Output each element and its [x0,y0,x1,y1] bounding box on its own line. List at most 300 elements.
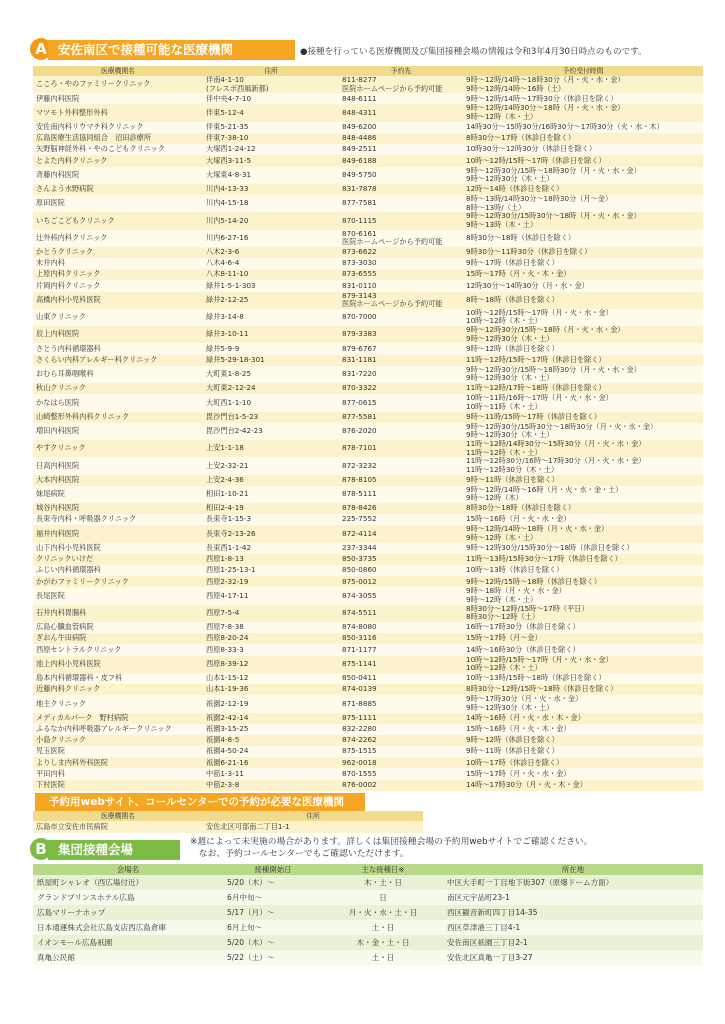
clinic-address: 上安1-1-18 [203,440,339,457]
clinic-reservation: 870-7000 [339,309,463,326]
table-row [33,746,703,757]
table-row [33,292,703,309]
clinic-hours: 9時〜12時30分/15時30分〜18時（月・火・水・金） 9時〜13時（木・土） [463,212,703,229]
clinic-name: 安佐南内科リウマチ科クリニック [33,122,203,133]
clinic-address: 伴東5-12-4 [203,104,339,121]
web-col-header-address: 住所 [203,811,423,821]
clinic-hours: 14時〜16時（月・火・水・木・金） [463,713,703,724]
clinic-reservation: 877-5581 [339,412,463,423]
clinic-reservation: 850-3116 [339,633,463,644]
clinic-hours: 15時〜16時（月・火・木・金） [463,724,703,735]
section-a-note: ●接種を行っている医療機関及び集団接種会場の情報は令和3年4月30日時点のものです。 [300,47,647,57]
clinic-hours: 9時〜12時/14時〜18時（月・火・水・金） 9時〜12時（木・土） [463,525,703,542]
clinic-hours: 9時〜12時30分/15時30分〜18時30分（月・火・水・金） 9時〜12時30分（木・土） [463,423,703,440]
clinic-name: こころ・やのファミリークリニック [33,76,203,93]
clinic-reservation: 811-8277 医院ホームページから予約可能 [339,76,463,93]
venue-start-date: 5/20（木）〜 [223,875,323,890]
clinic-hours: 16時〜17時30分（休診日を除く） [463,622,703,633]
clinic-reservation: 831-0110 [339,280,463,291]
clinic-address: 緑井1-5-1-303 [203,280,339,291]
table-row [33,475,703,486]
clinic-hours: 9時〜17時（休診日を除く） [463,258,703,269]
clinic-hours: 10時〜13時/15時〜18時（休診日を除く） [463,673,703,684]
clinic-address: 西原8-33-3 [203,644,339,655]
clinic-address: 緑井2-12-25 [203,292,339,309]
venue-address: 安佐北区真亀一丁目3-27 [443,950,703,965]
clinic-reservation: 849-2511 [339,144,463,155]
clinic-address: 毘沙門台1-5-23 [203,412,339,423]
clinic-name: 石井内科胃腸科 [33,605,203,622]
table-row [33,309,703,326]
clinic-reservation: 874-5511 [339,605,463,622]
clinic-name: 妹尾病院 [33,486,203,503]
clinic-hours: 9時〜18時（月・火・水・金） 9時〜12時（木・土） [463,587,703,604]
table-row [33,565,703,576]
clinic-name: さくらい内科アレルギー科クリニック [33,355,203,366]
clinic-hours: 9時〜12時（休診日を除く） [463,735,703,746]
table-row [33,950,703,965]
venue-table-header [33,864,703,875]
clinic-name: 近藤内科クリニック [33,684,203,695]
clinic-address: 西原4-17-11 [203,587,339,604]
clinic-hours: 8時30分〜18時（休診日を除く） [463,503,703,514]
clinic-hours: 15時〜16時（月・火・水・金） [463,514,703,525]
clinic-hours: 10時〜12時/15時〜17時（月・火・水・金） 10時〜12時（木・土） [463,656,703,673]
clinic-hours: 9時〜12時/14時〜16時（月・火・水・金・土） 9時〜12時（木） [463,486,703,503]
clinic-name: 広島医療生活協同組合 沼田診療所 [33,133,203,144]
clinic-reservation: 878-8105 [339,475,463,486]
venue-days: 木・土・日 [323,875,443,890]
table-row [33,355,703,366]
clinic-name: クリニックいけだ [33,554,203,565]
table-row [33,684,703,695]
clinic-name: 斉藤内科医院 [33,167,203,184]
clinic-name: 片岡内科クリニック [33,280,203,291]
clinic-reservation: 870-3322 [339,383,463,394]
clinic-reservation: 831-7220 [339,366,463,383]
clinic-reservation: 831-1181 [339,355,463,366]
table-row [33,605,703,622]
table-row [33,412,703,423]
clinic-address: 大塚西1-24-12 [203,144,339,155]
clinic-hours: 9時〜12時/15時〜18時（休診日を除く） [463,576,703,587]
clinic-address: 伴中央4-7-10 [203,93,339,104]
table-row [33,890,703,905]
clinic-address: 緑井5-9-9 [203,343,339,354]
clinic-name: ぎおん牛田病院 [33,633,203,644]
clinic-hours: 15時〜17時（月〜金） [463,633,703,644]
clinic-address: 祇園4-8-5 [203,735,339,746]
clinic-address: 山本1-19-36 [203,684,339,695]
clinic-hours: 12時30分〜14時30分（月・水・金） [463,280,703,291]
clinic-reservation: 849-6200 [339,122,463,133]
clinic-name: 末井内科 [33,258,203,269]
table-row [33,343,703,354]
web-clinic-table [33,811,423,833]
table-row [33,122,703,133]
clinic-reservation: 872-3232 [339,457,463,474]
venue-name: 広島マリーナホップ [33,905,223,920]
venue-address: 中区大手町一丁目地下街307（原爆ドーム方面） [443,875,703,890]
clinic-address: 八木2-3-6 [203,247,339,258]
venue-name: 紙屋町シャレオ（西広場付近） [33,875,223,890]
venue-days: 土・日 [323,920,443,935]
clinic-address: 西原7-5-4 [203,605,339,622]
section-a-badge: A [30,38,52,60]
clinic-hours: 9時30分〜11時30分（休診日を除く） [463,247,703,258]
table-row [33,633,703,644]
clinic-address: 伴東5-21-35 [203,122,339,133]
clinic-name: 秋山クリニック [33,383,203,394]
table-row [33,780,703,791]
clinic-address: 川内4-15-18 [203,195,339,212]
venue-name: 日本通運株式会社広島支店西広島倉庫 [33,920,223,935]
clinic-name: 増田内科医院 [33,423,203,440]
venue-col-header-address: 所在地 [443,864,703,875]
table-row [33,247,703,258]
web-section-title: 予約用webサイト、コールセンターでの予約が必要な医療機関 [35,793,365,811]
clinic-name: よりしま内科外科医院 [33,757,203,768]
clinic-hours: 14時〜16時30分（休診日を除く） [463,644,703,655]
clinic-reservation: 225-7552 [339,514,463,525]
clinic-address: 西原1-8-13 [203,554,339,565]
clinic-name: さんよう水野病院 [33,184,203,195]
venue-start-date: 6月中旬〜 [223,890,323,905]
clinic-reservation: 871-1177 [339,644,463,655]
clinic-name: 福井内科医院 [33,525,203,542]
table-row [33,724,703,735]
clinic-name: 日高内科医院 [33,457,203,474]
clinic-hours: 10時〜17時（休診日を除く） [463,757,703,768]
clinic-hours: 15時〜17時（月・火・水・金） [463,768,703,779]
venue-start-date: 6月上旬〜 [223,920,323,935]
clinic-hours: 11時〜12時30分/16時〜17時30分（月・火・水・金） 11時〜12時30分（木・土） [463,457,703,474]
clinic-reservation: 873-6622 [339,247,463,258]
table-row [33,514,703,525]
clinic-reservation: 878-7101 [339,440,463,457]
clinic-hours: 8時30分〜18時（休診日を除く） [463,230,703,247]
table-row [33,76,703,93]
clinic-reservation: 879-3143 医院ホームページから予約可能 [339,292,463,309]
clinic-hours: 9時〜12時30分/15時〜18時30分（月・火・水・金） 9時〜12時30分（木・土） [463,167,703,184]
clinic-address: 上安2-4-36 [203,475,339,486]
clinic-name: とよた内科クリニック [33,155,203,166]
clinic-name: 池上内科小児科医院 [33,656,203,673]
clinic-hours: 9時〜12時/14時〜18時30分（月・火・水・金） 9時〜12時/14時〜16時（土） [463,76,703,93]
clinic-name: メディカルパーク 野村病院 [33,713,203,724]
clinic-table-header [33,66,703,76]
clinic-name: ふるなか内科呼吸器アレルギークリニック [33,724,203,735]
venue-table [33,864,703,965]
clinic-address: 西原1-25-13-1 [203,565,339,576]
venue-col-header-name: 会場名 [33,864,223,875]
table-row [33,587,703,604]
clinic-reservation: 871-8885 [339,695,463,712]
table-row [33,543,703,554]
table-row [33,875,703,890]
table-row [33,230,703,247]
venue-address: 南区元宇品町23-1 [443,890,703,905]
clinic-name: 上原内科クリニック [33,269,203,280]
clinic-reservation: 848-4311 [339,104,463,121]
clinic-reservation: 876-2020 [339,423,463,440]
clinic-reservation: 875-0012 [339,576,463,587]
clinic-reservation: 872-4114 [339,525,463,542]
clinic-address: 八木8-11-10 [203,269,339,280]
table-row [33,757,703,768]
clinic-address: 祇園4-50-24 [203,746,339,757]
clinic-name: いちごこどもクリニック [33,212,203,229]
clinic-reservation: 832-2280 [339,724,463,735]
table-row [33,104,703,121]
clinic-hours: 11時〜12時/15時〜17時（休診日を除く） [463,355,703,366]
clinic-address: 西原8-39-12 [203,656,339,673]
clinic-address: 川内6-27-16 [203,230,339,247]
clinic-hours: 9時〜17時30分（月・火・水・金） 9時〜12時30分（木・土） [463,695,703,712]
clinic-reservation: 831-7878 [339,184,463,195]
clinic-hours: 9時〜12時30分/15時30分〜18時（休診日を除く） [463,543,703,554]
table-row [33,735,703,746]
clinic-name: 山東クリニック [33,309,203,326]
clinic-name: かとうクリニック [33,247,203,258]
clinic-name: 小島クリニック [33,735,203,746]
table-row [33,695,703,712]
venue-days: 木・金・土・日 [323,935,443,950]
table-row [33,821,423,833]
clinic-reservation: 877-7581 [339,195,463,212]
clinic-address: 祇園6-21-16 [203,757,339,768]
clinic-name: かなはら医院 [33,394,203,411]
clinic-address: 緑井5-29-18-301 [203,355,339,366]
table-row [33,93,703,104]
clinic-name: 下村医院 [33,780,203,791]
venue-name: 真亀公民館 [33,950,223,965]
clinic-hours: 10時〜12時/15時〜17時（月・火・水・金） 10時〜12時（木・土） [463,309,703,326]
clinic-name: かがわファミリークリニック [33,576,203,587]
table-row [33,326,703,343]
clinic-reservation: 850-0411 [339,673,463,684]
clinic-address: 長束寺2-13-26 [203,525,339,542]
clinic-hours: 14時30分〜15時30分/16時30分〜17時30分（火・水・木） [463,122,703,133]
section-b-header [30,838,180,862]
clinic-address: 大塚東4-8-31 [203,167,339,184]
venue-name: イオンモール広島祇園 [33,935,223,950]
venue-col-header-start: 接種開始日 [223,864,323,875]
table-row [33,644,703,655]
clinic-address: 大町東1-8-25 [203,366,339,383]
clinic-name: 原田医院 [33,195,203,212]
clinic-reservation: 849-6188 [339,155,463,166]
clinic-reservation: 878-5111 [339,486,463,503]
clinic-address: 八木4-6-4 [203,258,339,269]
venue-col-header-days: 主な接種日※ [323,864,443,875]
venue-days: 月・火・水・土・日 [323,905,443,920]
venue-address: 安佐南区祇園三丁目2-1 [443,935,703,950]
clinic-reservation: 850-0860 [339,565,463,576]
table-row [33,423,703,440]
web-clinic-address: 安佐北区可部南二丁目1-1 [203,821,423,833]
clinic-reservation: 849-5750 [339,167,463,184]
web-clinic-name: 広島市立安佐市民病院 [33,821,203,833]
clinic-name: ふじい内科循環器科 [33,565,203,576]
clinic-hours: 12時〜14時（休診日を除く） [463,184,703,195]
clinic-name: 辻外科内科クリニック [33,230,203,247]
clinic-reservation: 237-3344 [339,543,463,554]
clinic-address: 大町西1-1-10 [203,394,339,411]
clinic-reservation: 874-2262 [339,735,463,746]
clinic-address: 毘沙門台2-42-23 [203,423,339,440]
clinic-address: 中筋2-3-8 [203,780,339,791]
clinic-name: 山下内科小児科医院 [33,543,203,554]
clinic-address: 長束寺1-15-3 [203,514,339,525]
table-row [33,768,703,779]
clinic-name: 西原セントラルクリニック [33,644,203,655]
clinic-reservation: 875-1141 [339,656,463,673]
clinic-hours: 14時〜17時30分（月・火・木・金） [463,780,703,791]
clinic-hours: 10時〜11時/16時〜17時（月・火・水・金） 10時〜11時（木・土） [463,394,703,411]
clinic-table [33,66,703,791]
table-row [33,195,703,212]
clinic-address: 大塚西3-11-5 [203,155,339,166]
table-row [33,554,703,565]
clinic-hours: 8時〜18時（休診日を除く） [463,292,703,309]
clinic-hours: 9時〜12時/14時〜17時30分（休診日を除く） [463,93,703,104]
venue-start-date: 5/20（木）〜 [223,935,323,950]
clinic-hours: 8時30分〜12時/15時〜18時（休診日を除く） [463,684,703,695]
table-row [33,656,703,673]
clinic-address: 中筋1-3-11 [203,768,339,779]
table-row [33,905,703,920]
table-row [33,713,703,724]
clinic-reservation: 850-3735 [339,554,463,565]
clinic-hours: 8時30分〜17時（休診日を除く） [463,133,703,144]
clinic-reservation: 876-0002 [339,780,463,791]
table-row [33,144,703,155]
clinic-address: 緑井3-14-8 [203,309,339,326]
clinic-name: 島本内科循環器科・皮フ科 [33,673,203,684]
section-b-title: 集団接種会場 [48,840,180,860]
venue-start-date: 5/22（土）〜 [223,950,323,965]
clinic-address: 上安2-32-21 [203,457,339,474]
clinic-address: 伴東7-38-10 [203,133,339,144]
clinic-name: 辰上内科医院 [33,326,203,343]
clinic-reservation: 879-6767 [339,343,463,354]
col-header-reservation: 予約先 [339,66,463,76]
venue-name: グランドプリンスホテル広島 [33,890,223,905]
clinic-hours: 8時30分〜12時/15時〜17時（平日） 8時30分〜12時（土） [463,605,703,622]
web-col-header-name: 医療機関名 [33,811,203,821]
table-row [33,457,703,474]
table-row [33,366,703,383]
clinic-name: おむら耳鼻咽喉科 [33,366,203,383]
clinic-address: 緑井3-10-11 [203,326,339,343]
clinic-reservation: 874-8080 [339,622,463,633]
table-row [33,133,703,144]
clinic-hours: 10時〜12時/15時〜17時（休診日を除く） [463,155,703,166]
clinic-hours: 10時30分〜12時30分（休診日を除く） [463,144,703,155]
clinic-reservation: 873-6555 [339,269,463,280]
col-header-hours: 予約受付時間 [463,66,703,76]
table-row [33,258,703,269]
clinic-address: 川内5-14-20 [203,212,339,229]
clinic-address: 西原7-8-38 [203,622,339,633]
clinic-hours: 11時〜13時/15時30分〜17時（休診日を除く） [463,554,703,565]
clinic-name: 広島心臓血管病院 [33,622,203,633]
venue-address: 西区観音新町四丁目14-35 [443,905,703,920]
clinic-name: 城谷内科医院 [33,503,203,514]
clinic-reservation: 877-0615 [339,394,463,411]
section-b-note: ※週によって未実施の場合があります。詳しくは集団接種会場の予約用webサイトでご確認ください。 なお、予約コールセンターでもご確認いただけます。 [190,837,593,859]
clinic-hours: 9時〜11時/15時〜17時（休診日を除く） [463,412,703,423]
section-a-title: 安佐南区で接種可能な医療機関 [48,40,295,60]
clinic-reservation: 962-0018 [339,757,463,768]
clinic-reservation: 848-6111 [339,93,463,104]
table-row [33,184,703,195]
table-row [33,935,703,950]
clinic-name: 長尾医院 [33,587,203,604]
clinic-name: 児玉医院 [33,746,203,757]
clinic-name: 高橋内科小児科医院 [33,292,203,309]
section-b-badge: B [30,838,52,860]
clinic-name: 山崎整形外科内科クリニック [33,412,203,423]
clinic-name: 大本内科医院 [33,475,203,486]
clinic-reservation: 874-0139 [339,684,463,695]
clinic-hours: 9時〜12時30分/15時〜18時（月・火・水・金） 9時〜12時30分（木・土） [463,326,703,343]
clinic-address: 相田2-4-19 [203,503,339,514]
table-row [33,383,703,394]
clinic-reservation: 873-3030 [339,258,463,269]
clinic-reservation: 875-1111 [339,713,463,724]
clinic-reservation: 874-3055 [339,587,463,604]
table-row [33,576,703,587]
clinic-name: 地主クリニック [33,695,203,712]
web-table-header [33,811,423,821]
table-row [33,920,703,935]
clinic-name: 長束寺内科・呼吸器クリニック [33,514,203,525]
clinic-hours: 9時〜12時（休診日を除く） [463,343,703,354]
clinic-name: さとう内科循環器科 [33,343,203,354]
clinic-address: 祇園2-42-14 [203,713,339,724]
clinic-hours: 9時〜11時（休診日を除く） [463,746,703,757]
clinic-address: 大町東2-12-24 [203,383,339,394]
col-header-name: 医療機関名 [33,66,203,76]
table-row [33,486,703,503]
table-row [33,622,703,633]
clinic-address: 西原2-32-19 [203,576,339,587]
section-a-header [30,38,295,62]
clinic-hours: 8時〜13時/14時30分〜18時30分（月〜金） 8時〜13時/（土） [463,195,703,212]
table-row [33,269,703,280]
clinic-address: 祇園3-15-25 [203,724,339,735]
clinic-name: 平田内科 [33,768,203,779]
clinic-hours: 11時〜12時/17時〜18時（休診日を除く） [463,383,703,394]
clinic-hours: 9時〜12時/14時30分〜18時（月・火・水・金） 9時〜12時（木・土） [463,104,703,121]
clinic-hours: 9時〜11時（休診日を除く） [463,475,703,486]
clinic-address: 川内4-13-33 [203,184,339,195]
venue-start-date: 5/17（月）〜 [223,905,323,920]
clinic-reservation: 870-1555 [339,768,463,779]
clinic-name: 矢野脳神経外科・やのこどもクリニック [33,144,203,155]
clinic-address: 相田1-10-21 [203,486,339,503]
clinic-address: 祇園2-12-19 [203,695,339,712]
clinic-name: 伊藤内科医院 [33,93,203,104]
table-row [33,503,703,514]
clinic-reservation: 870-6161 医院ホームページから予約可能 [339,230,463,247]
table-row [33,155,703,166]
table-row [33,394,703,411]
venue-days: 日 [323,890,443,905]
clinic-reservation: 870-1115 [339,212,463,229]
